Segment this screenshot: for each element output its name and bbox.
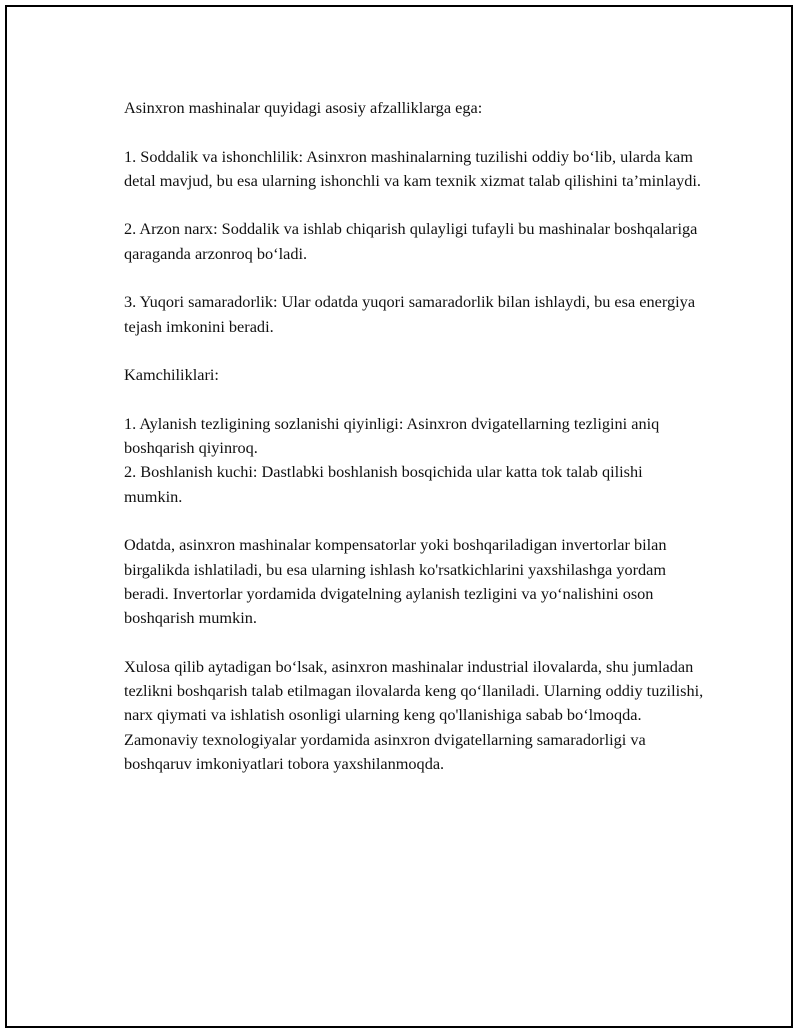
advantage-item-1: 1. Soddalik va ishonchlilik: Asinxron mashinalarning tuzilishi oddiy bo‘lib, ularda kam detal mavjud, bu esa ularning ishonchli va kam texnik xizmat talab qilishini ta’minlaydi. — [124, 146, 701, 190]
document-body — [124, 96, 704, 801]
advantage-item-3: 3. Yuqori samaradorlik: Ular odatda yuqori samaradorlik bilan ishlaydi, bu esa energiya tejash imkonini beradi. — [124, 292, 696, 336]
usage-paragraph: Odatda, asinxron mashinalar kompensatorlar yoki boshqariladigan invertorlar bilan birgalikda ishlatiladi, bu esa ularning ishlash ko'rsatkichlarini yaxshilashga yordam beradi. Invertorlar yordamida dvigatelning aylanish tezligini va yo‘nalishini oson boshqarish mumkin. — [124, 535, 667, 628]
intro-paragraph: Asinxron mashinalar quyidagi asosiy afzalliklarga ega: — [124, 98, 483, 117]
disadvantage-item-2: 2. Boshlanish kuchi: Dastlabki boshlanish bosqichida ular katta tok talab qilishi mumkin. — [124, 462, 643, 506]
advantage-item-2: 2. Arzon narx: Soddalik va ishlab chiqarish qulayligi tufayli bu mashinalar boshqalariga qaraganda arzonroq bo‘ladi. — [124, 219, 698, 263]
conclusion-paragraph: Xulosa qilib aytadigan bo‘lsak, asinxron mashinalar industrial ilovalarda, shu jumladan tezlikni boshqarish talab etilmagan ilovalarda keng qo‘llaniladi. Ularning oddiy tuzilishi, narx qiymati va ishlatish osonligi ularning keng qo'llanishiga sabab bo‘lmoqda. Zamonaviy texnologiyalar yordamida asinxron dvigatellarning samaradorligi va boshqaruv imkoniyatlari tobora yaxshilanmoqda. — [124, 656, 704, 774]
disadvantages-heading: Kamchiliklari: — [124, 365, 219, 385]
disadvantage-item-1: 1. Aylanish tezligining sozlanishi qiyinligi: Asinxron dvigatellarning tezligini aniq boshqarish qiyinroq. — [124, 413, 660, 458]
page-frame — [5, 5, 793, 1028]
